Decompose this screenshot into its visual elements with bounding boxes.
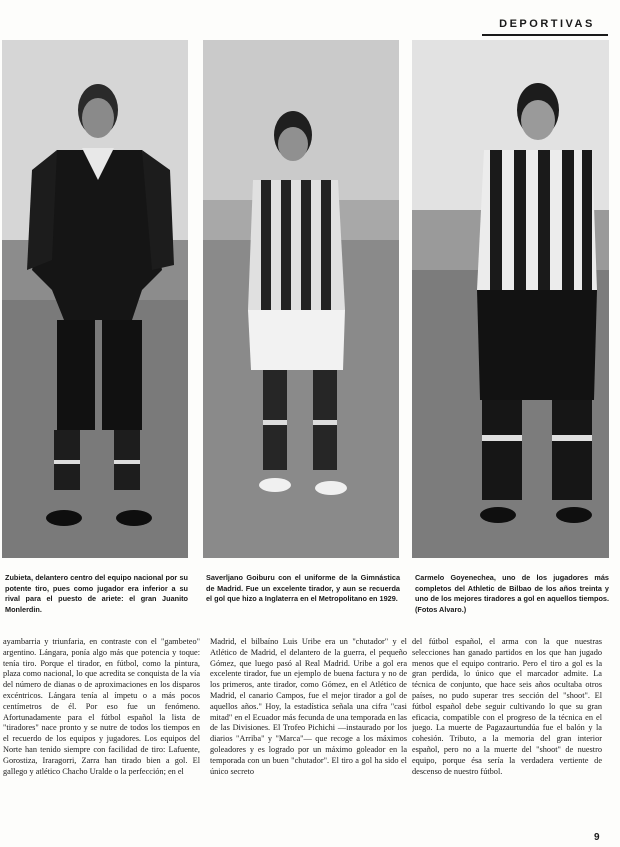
section-title: DEPORTIVAS	[499, 18, 595, 30]
article-column: ayambarria y triunfaria, en contraste con el "gambeteo" argentino. Lángara, ponía algo más que potencia y toque: tenía tiro. Porque el tirador, en fútbol, como la pintura, plaza como nacional, lo que acredita se conquista de la vía del número de dianas o de aproximaciones en los disparos excéntricos. Lángara tenía al ímpetu o a más pocos centímetros de él. Por eso fue un fenómeno. Afortunadamente para el fútbol español la lista de "tiradores" nace pronto y se nutre de todos los tiempos en el recuerdo de los equipos y jugadores. Los equipos del Norte han tenido siempre con facilidad de tiro: Lafuente, Gorostiza, Iraragorri, Zarra han tirado bien a gol. El gallego y atlético Chacho Uralde o la perfección; en el	[3, 637, 200, 776]
photo-caption: Carmelo Goyenechea, uno de los jugadores más completos del Athletic de Bilbao de los años treinta y uno de los mejores tiradores a gol en aquellos tiempos. (Fotos Alvaro.)	[415, 573, 609, 614]
page-number: 9	[594, 832, 600, 843]
article-column: Madrid, el bilbaíno Luis Uribe era un "chutador" y el Atlético de Madrid, el delantero de la guerra, el pequeño Gómez, que luego pasó al Real Madrid. Uribe a gol era excelente tirador, fue un ejemplo de buena factura y no de los primeros, ante tirador, como Gómez, en el Atlético de Madrid, el canario Campos, fue el mejor tirador a gol de aquellos años." Hoy, la estadística señala una cifra "casi mitad" en el Ecuador más fecunda de una temporada en las de las Divisiones. El Trofeo Pichichi —instaurado por los diarios "Arriba" y "Marca"— que recoge a los máximos goleadores y es logrado por un máximo goleador en la temporada con un buen "chutador". El tiro a gol ha sido el único secreto	[210, 637, 407, 776]
photo-goiburu	[203, 40, 399, 558]
photo-caption: Zubieta, delantero centro del equipo nacional por su potente tiro, pues como jugador era inferior a su rival para el puesto de ariete: el gran Juanito Monlerdin.	[5, 573, 188, 614]
article-column: del fútbol español, el arma con la que nuestras selecciones han ganado partidos en los que han jugado menos que el equipo contrario. Pero el tiro a gol es la gran perdida, lo único que el marcador admite. La técnica de conjunto, que hace seis años ocultaba otros países, no pudo superar tres sección del "shoot". El fútbol español debe seguir cultivando lo que su gran eficacia, compatible con el progreso de la técnica en el juego. La muerte de Pagazaurtundúa fue el balón y la cohesión. Tributo, a la memoria del gran interior español, pero no a la muerte del "shoot" de nuestro equipo, porque ésa sería la verdadera vertiente de descenso de nuestro fútbol.	[412, 637, 602, 776]
section-rule	[482, 34, 608, 36]
photo-caption: Saverljano Goiburu con el uniforme de la Gimnástica de Madrid. Fue un excelente tirador, y aun se recuerda el gol que hizo a Inglaterra en el Metropolitano en 1929.	[206, 573, 400, 603]
photo-goyenechea	[412, 40, 609, 558]
photo-zubieta	[2, 40, 188, 558]
